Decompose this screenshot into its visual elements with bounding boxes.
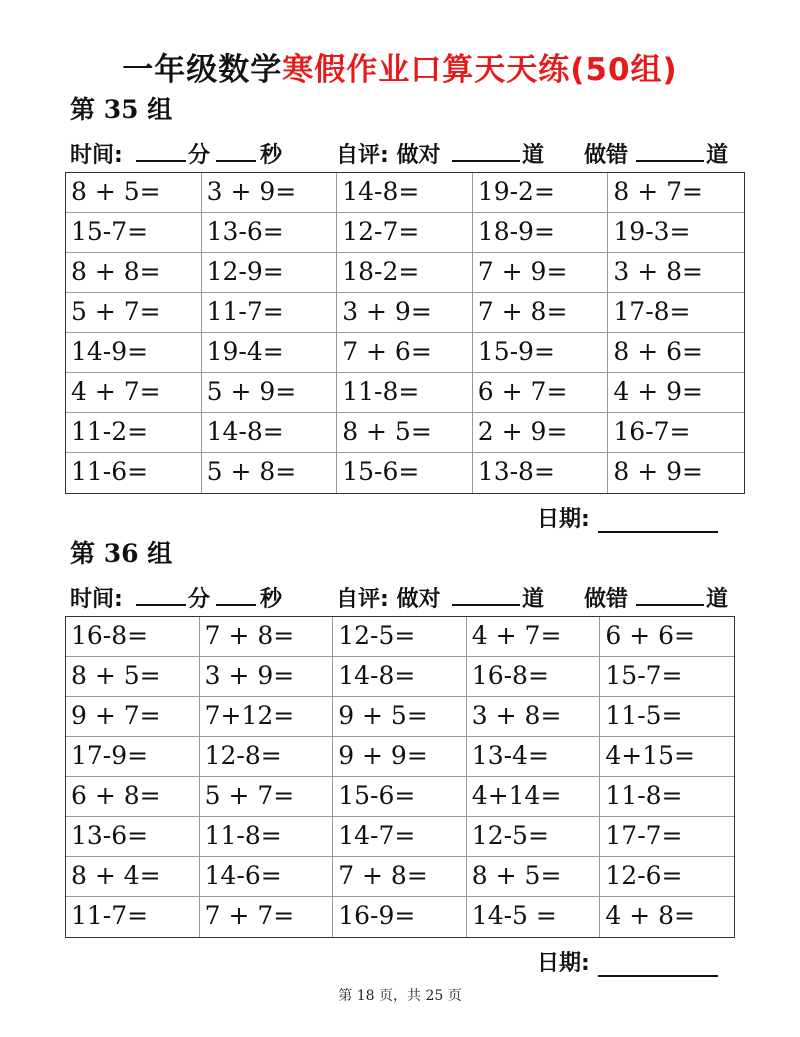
problem-cell: 15-7= bbox=[66, 213, 202, 253]
problem-cell: 9 + 9= bbox=[333, 737, 467, 777]
problem-cell: 6 + 8= bbox=[66, 777, 200, 817]
problem-cell: 8 + 7= bbox=[608, 173, 744, 213]
date-label: 日期: bbox=[537, 507, 590, 532]
problem-cell: 15-6= bbox=[337, 453, 473, 493]
date-label: 日期: bbox=[537, 951, 590, 976]
problem-cell: 13-6= bbox=[202, 213, 338, 253]
problem-cell: 14-8= bbox=[202, 413, 338, 453]
dao-label: 道 bbox=[522, 587, 545, 612]
problem-cell: 12-7= bbox=[337, 213, 473, 253]
problem-cell: 11-7= bbox=[66, 897, 200, 937]
wrong-blank[interactable] bbox=[636, 582, 704, 606]
problem-table bbox=[65, 616, 735, 938]
self-eval-label: 自评: 做对 bbox=[336, 587, 441, 612]
group-title: 第 36 组 bbox=[70, 539, 173, 568]
problem-cell: 12-9= bbox=[202, 253, 338, 293]
problem-cell: 13-8= bbox=[473, 453, 609, 493]
problem-cell: 7 + 9= bbox=[473, 253, 609, 293]
problem-cell: 8 + 5= bbox=[66, 173, 202, 213]
problem-cell: 12-5= bbox=[467, 817, 601, 857]
problem-cell: 16-9= bbox=[333, 897, 467, 937]
correct-blank[interactable] bbox=[452, 582, 520, 606]
problem-cell: 11-8= bbox=[337, 373, 473, 413]
problem-cell: 19-4= bbox=[202, 333, 338, 373]
score-line bbox=[70, 138, 735, 170]
score-line bbox=[70, 582, 735, 614]
problem-cell: 14-7= bbox=[333, 817, 467, 857]
problem-cell: 4+15= bbox=[600, 737, 734, 777]
problem-cell: 12-5= bbox=[333, 617, 467, 657]
problem-cell: 4 + 7= bbox=[467, 617, 601, 657]
title-highlight: 寒假作业口算天天练(50组) bbox=[282, 52, 678, 88]
dao-label: 道 bbox=[522, 143, 545, 168]
problem-cell: 7 + 8= bbox=[473, 293, 609, 333]
page-footer: 第 18 页，共 25 页 bbox=[338, 988, 462, 1004]
problem-cell: 7+12= bbox=[200, 697, 334, 737]
minute-blank[interactable] bbox=[136, 138, 186, 162]
problem-cell: 8 + 5= bbox=[467, 857, 601, 897]
problem-cell: 15-6= bbox=[333, 777, 467, 817]
problem-cell: 8 + 5= bbox=[66, 657, 200, 697]
problem-cell: 5 + 8= bbox=[202, 453, 338, 493]
problem-cell: 7 + 8= bbox=[200, 617, 334, 657]
wrong-label: 做错 bbox=[584, 143, 629, 168]
minute-label: 分 bbox=[188, 143, 211, 168]
problem-cell: 4 + 9= bbox=[608, 373, 744, 413]
problem-cell: 14-6= bbox=[200, 857, 334, 897]
page-title bbox=[0, 44, 800, 89]
problem-cell: 14-8= bbox=[333, 657, 467, 697]
title-prefix: 一年级数学 bbox=[122, 52, 283, 88]
time-label: 时间: bbox=[70, 587, 123, 612]
problem-cell: 12-8= bbox=[200, 737, 334, 777]
problem-cell: 8 + 4= bbox=[66, 857, 200, 897]
problem-cell: 11-2= bbox=[66, 413, 202, 453]
problem-cell: 15-9= bbox=[473, 333, 609, 373]
problem-cell: 17-7= bbox=[600, 817, 734, 857]
date-blank[interactable] bbox=[598, 509, 718, 533]
problem-table bbox=[65, 172, 745, 494]
problem-cell: 16-8= bbox=[66, 617, 200, 657]
problem-cell: 3 + 8= bbox=[608, 253, 744, 293]
date-field bbox=[537, 946, 718, 977]
problem-cell: 7 + 6= bbox=[337, 333, 473, 373]
problem-cell: 5 + 9= bbox=[202, 373, 338, 413]
dao-label: 道 bbox=[706, 587, 729, 612]
time-label: 时间: bbox=[70, 143, 123, 168]
problem-cell: 3 + 9= bbox=[200, 657, 334, 697]
correct-blank[interactable] bbox=[452, 138, 520, 162]
problem-cell: 13-6= bbox=[66, 817, 200, 857]
problem-cell: 8 + 9= bbox=[613, 457, 703, 486]
problem-cell: 6 + 7= bbox=[473, 373, 609, 413]
problem-cell: 2 + 9= bbox=[473, 413, 609, 453]
problem-cell: 11-6= bbox=[66, 453, 202, 493]
problem-cell: 18-2= bbox=[337, 253, 473, 293]
self-eval-label: 自评: 做对 bbox=[336, 143, 441, 168]
problem-cell: 12-6= bbox=[600, 857, 734, 897]
problem-cell: 9 + 7= bbox=[66, 697, 200, 737]
problem-cell: 13-4= bbox=[467, 737, 601, 777]
dao-label: 道 bbox=[706, 143, 729, 168]
problem-cell: 4 + 8= bbox=[605, 901, 695, 930]
problem-cell: 4 + 7= bbox=[66, 373, 202, 413]
second-blank[interactable] bbox=[216, 582, 256, 606]
problem-cell: 18-9= bbox=[473, 213, 609, 253]
problem-cell: 16-8= bbox=[467, 657, 601, 697]
second-label: 秒 bbox=[260, 143, 283, 168]
problem-cell: 3 + 9= bbox=[337, 293, 473, 333]
minute-blank[interactable] bbox=[136, 582, 186, 606]
problem-cell: 5 + 7= bbox=[200, 777, 334, 817]
problem-cell: 17-9= bbox=[66, 737, 200, 777]
second-label: 秒 bbox=[260, 587, 283, 612]
problem-cell: 11-8= bbox=[200, 817, 334, 857]
problem-cell: 15-7= bbox=[600, 657, 734, 697]
problem-cell: 19-2= bbox=[473, 173, 609, 213]
problem-cell: 4+14= bbox=[467, 777, 601, 817]
wrong-label: 做错 bbox=[584, 587, 629, 612]
problem-cell: 11-7= bbox=[202, 293, 338, 333]
problem-cell: 3 + 8= bbox=[467, 697, 601, 737]
problem-cell: 9 + 5= bbox=[333, 697, 467, 737]
problem-cell: 14-5 = bbox=[467, 897, 601, 937]
problem-cell: 8 + 8= bbox=[66, 253, 202, 293]
date-field bbox=[537, 502, 718, 533]
date-blank[interactable] bbox=[598, 953, 718, 977]
problem-cell: 11-5= bbox=[600, 697, 734, 737]
problem-cell: 7 + 7= bbox=[200, 897, 334, 937]
problem-cell: 16-7= bbox=[608, 413, 744, 453]
problem-cell: 6 + 6= bbox=[600, 617, 734, 657]
problem-cell: 3 + 9= bbox=[202, 173, 338, 213]
second-blank[interactable] bbox=[216, 138, 256, 162]
wrong-blank[interactable] bbox=[636, 138, 704, 162]
problem-cell: 11-8= bbox=[600, 777, 734, 817]
problem-cell: 17-8= bbox=[608, 293, 744, 333]
problem-cell: 8 + 5= bbox=[337, 413, 473, 453]
minute-label: 分 bbox=[188, 587, 211, 612]
problem-cell: 14-9= bbox=[66, 333, 202, 373]
group-title: 第 35 组 bbox=[70, 95, 173, 124]
problem-cell: 19-3= bbox=[608, 213, 744, 253]
problem-cell: 7 + 8= bbox=[333, 857, 467, 897]
problem-cell: 5 + 7= bbox=[66, 293, 202, 333]
problem-cell: 8 + 6= bbox=[608, 333, 744, 373]
problem-cell: 14-8= bbox=[337, 173, 473, 213]
